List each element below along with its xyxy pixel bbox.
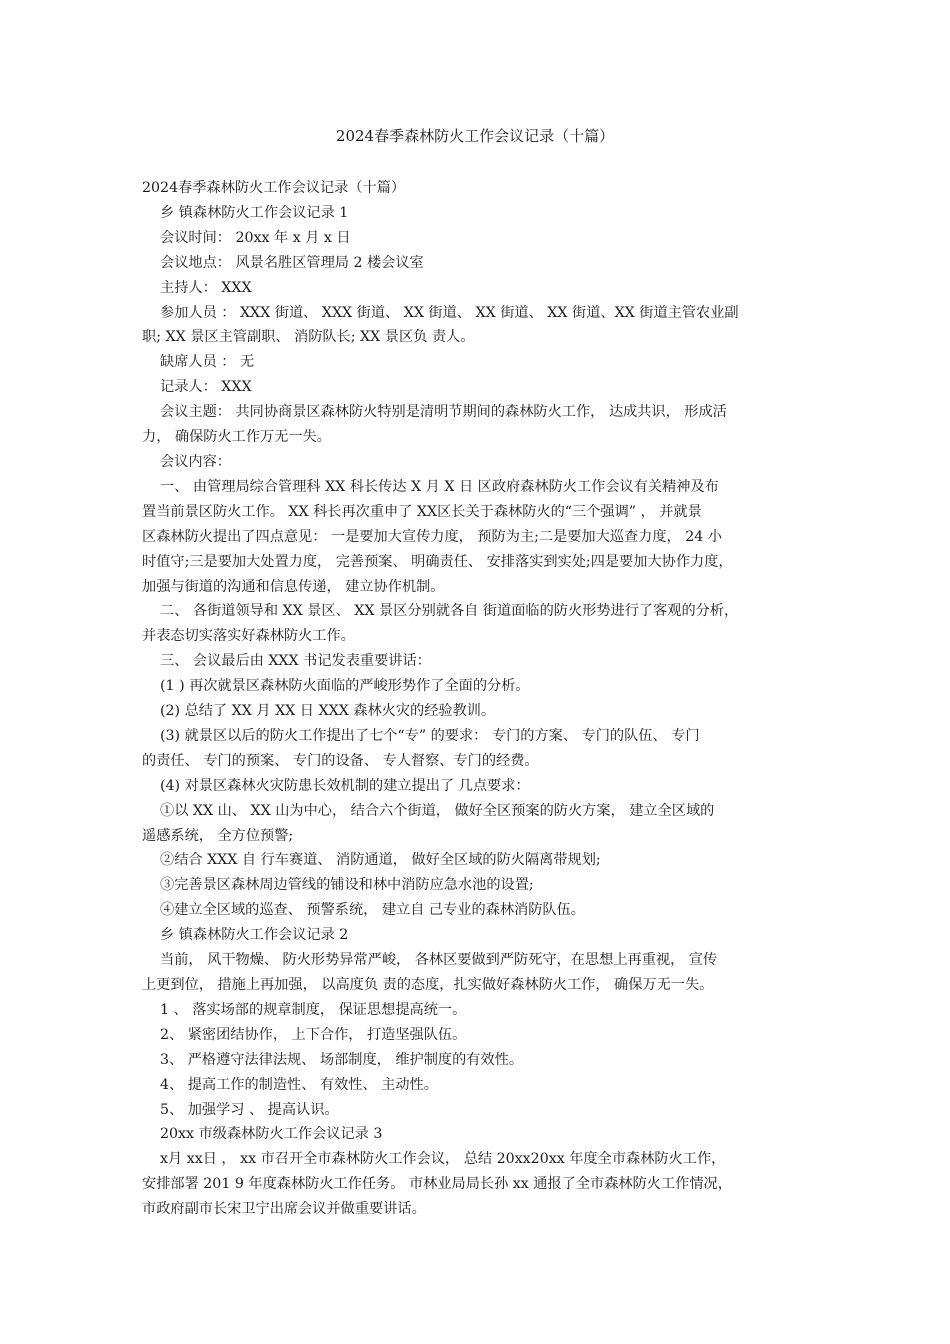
text-line: 3、 严格遵守法律法规、 场部制度， 维护制度的有效性。 <box>160 1051 524 1068</box>
text-line: ③完善景区森林周边管线的铺设和林中消防应急水池的设置; <box>160 877 534 894</box>
text-line: 2024春季森林防火工作会议记录（十篇） <box>142 180 406 196</box>
text-line: 会议内容： <box>160 453 231 470</box>
text-line: 上更到位， 措施上再加强， 以高度负 责的态度，扎实做好森林防火工作， 确保万无一失。 <box>142 977 714 993</box>
text-line: 乡 镇森林防火工作会议记录 2 <box>160 927 349 944</box>
text-line: ④建立全区域的巡查、 预警系统， 建立自 己专业的森林消防队伍。 <box>160 902 585 919</box>
text-line: 二、 各街道领导和 XX 景区、 XX 景区分别就各自 街道面临的防火形势进行了客观的分析， <box>160 603 739 620</box>
text-line: 时值守;三是要加大处置力度， 完善预案、 明确责任、 安排落实到实处;四是要加大协作力度， <box>142 553 733 570</box>
text-line: 的责任、 专门的预案、 专门的设备、 专人督察、专门的经费。 <box>142 752 539 769</box>
text-line: 当前， 风干物燥、 防火形势异常严峻， 各林区要做到严防死守，在思想上再重视， 宣传 <box>160 952 718 969</box>
text-line: 职; XX 景区主管副职、 消防队长; XX 景区负 责人。 <box>142 329 475 346</box>
text-line: 会议时间： 20xx 年 x 月 x 日 <box>160 229 351 246</box>
text-line: 三、 会议最后由 XXX 书记发表重要讲话： <box>160 653 431 670</box>
text-line: (1 ) 再次就景区森林防火面临的严峻形势作了全面的分析。 <box>160 678 530 695</box>
text-line: 加强与街道的沟通和信息传递， 建立协作机制。 <box>142 578 445 595</box>
text-line: ①以 XX 山、 XX 山为中心， 结合六个街道， 做好全区预案的防火方案， 建立全区域的 <box>160 802 715 819</box>
document-body <box>142 176 814 1222</box>
text-line: 乡 镇森林防火工作会议记录 1 <box>160 204 349 221</box>
text-line: 区森林防火提出了四点意见： 一是要加大宣传力度， 预防为主;二是要加大巡查力度， 24 小 <box>142 528 723 545</box>
page-title: 2024春季森林防火工作会议记录（十篇） <box>335 127 615 145</box>
text-line: (2) 总结了 XX 月 XX 日 XXX 森林火灾的经验教训。 <box>160 703 496 720</box>
text-line: 2、 紧密团结协作， 上下合作， 打造坚强队伍。 <box>160 1026 467 1043</box>
text-line: ②结合 XXX 自 行车赛道、 消防通道， 做好全区域的防火隔离带规划; <box>160 852 601 869</box>
text-line: 会议主题： 共同协商景区森林防火特别是清明节期间的森林防火工作， 达成共识， 形成活 <box>160 404 727 421</box>
text-line: 遥感系统， 全方位预警; <box>142 827 294 844</box>
text-line: 记录人： XXX <box>160 379 252 396</box>
text-line: 一、 由管理局综合管理科 XX 科长传达 X 月 X 日 区政府森林防火工作会议有关精神及布 <box>160 478 719 495</box>
text-line: 市政府副市长宋卫宁出席会议并做重要讲话。 <box>142 1201 426 1218</box>
text-line: 主持人： XXX <box>160 279 252 296</box>
text-line: 置当前景区防火工作。 XX 科长再次重申了 XX区长关于森林防火的“三个强调” ， 并就景 <box>142 503 702 520</box>
text-line: 4、 提高工作的制造性、 有效性、 主动性。 <box>160 1076 438 1093</box>
text-line: 安排部署 201 9 年度森林防火工作任务。 市林业局局长孙 xx 通报了全市森林防火工作情况， <box>142 1176 732 1193</box>
text-line: 并表态切实落实好森林防火工作。 <box>142 628 355 645</box>
text-line: 5、 加强学习 、 提高认识。 <box>160 1101 339 1118</box>
text-line: 力， 确保防火工作万无一失。 <box>142 429 331 446</box>
text-line: 会议地点： 风景名胜区管理局 2 楼会议室 <box>160 254 424 271</box>
text-line: 参加人员 ： XXX 街道、 XXX 街道、 XX 街道、 XX 街道、 XX 街道、XX 街道主管农业副 <box>160 304 739 321</box>
text-line: (3) 就景区以后的防火工作提出了七个“专” 的要求： 专门的方案、 专门的队伍、 专门 <box>160 727 700 744</box>
text-line: 20xx 市级森林防火工作会议记录 3 <box>160 1126 383 1143</box>
text-line: 1 、 落实场部的规章制度， 保证思想提高统一。 <box>160 1001 467 1018</box>
text-line: 缺席人员 ： 无 <box>160 354 255 371</box>
text-line: (4) 对景区森林火灾防患长效机制的建立提出了 几点要求： <box>160 777 530 794</box>
text-line: x月 xx日 ， xx 市召开全市森林防火工作会议， 总结 20xx20xx 年度全市森林防火工作， <box>160 1151 726 1168</box>
